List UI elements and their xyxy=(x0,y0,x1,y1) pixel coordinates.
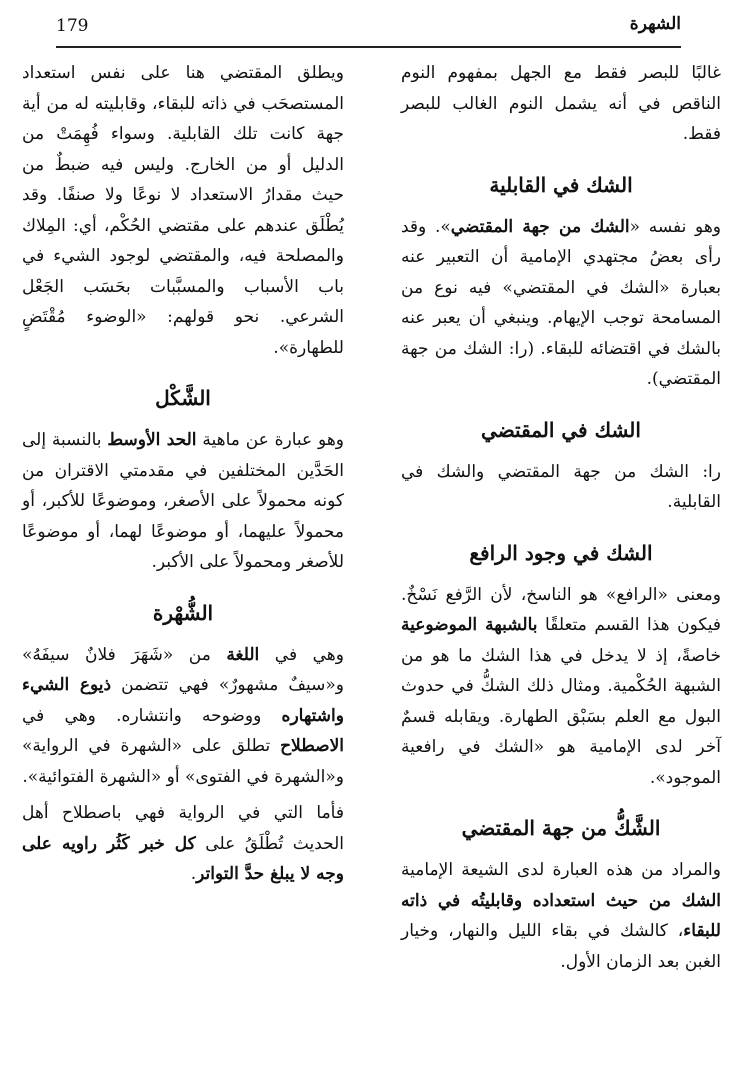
paragraph-shuhra: وهي في اللغة من «شَهَرَ فلانٌ سيفَهُ» و«سيفٌ مشهورٌ» فهي تتضمن ذيوع الشيء واشتهاره ووضوحه وانتشاره. وهي في الاصطلاح تطلق على «الشهرة في الرواية» و«الشهرة في الفتوى» أو «الشهرة الفتوائية». xyxy=(22,644,344,787)
heading-shakk-rafi: الشك في وجود الرافع xyxy=(469,540,653,565)
bold-term: كل خبر كَثُر راويه على وجه لا يبلغ حدَّ التواتر xyxy=(22,833,344,884)
paragraph-riwaya: فأما التي في الرواية فهي باصطلاح أهل الحديث تُطْلَقُ على كل خبر كَثُر راويه على وجه لا يبلغ حدَّ التواتر. xyxy=(22,803,344,884)
heading-shakk-muqtadi: الشك في المقتضي xyxy=(481,417,641,442)
paragraph-jiha: والمراد من هذه العبارة لدى الشيعة الإمامية الشك من حيث استعداده وقابليتُه في ذاته للبقاء، كالشك في بقاء الليل والنهار، وخيار الغبن بعد الزمان الأول. xyxy=(401,860,721,972)
bold-term: الشك من جهة المقتضي xyxy=(450,216,630,237)
page-number: 179 xyxy=(56,16,89,36)
bold-term: الحد الأوسط xyxy=(107,430,197,450)
left-column xyxy=(22,58,344,896)
paragraph-muqtadi: را: الشك من جهة المقتضي والشك في القابلية. xyxy=(401,461,721,512)
paragraph-intro-left: ويطلق المقتضي هنا على نفس استعداد المستصحَب في ذاته للبقاء، وقابليته له من أية جهة كانت تلك القابلية. وسواء فُهِمَتْ من الدليل أو من الخارج. وليس فيه ضبطٌ من حيث مقدارُ الاستعداد لا نوعًا ولا صنفًا. وقد يُطْلَق عندهم على مقتضي الحُكْم، أي: المِلاك والمصلحة فيه، والمقتضي لوجود الشيء في باب الأسباب والمسبَّبات بحَسَب الجَعْل الشرعي. نحو قولهم: «الوضوء مُقْتَضٍ للطهارة». xyxy=(22,63,344,358)
right-column xyxy=(401,58,721,983)
bold-term: ذيوع الشيء واشتهاره xyxy=(22,675,344,726)
heading-shakl: الشَّكْل xyxy=(155,386,211,410)
paragraph-shakl: وهو عبارة عن ماهية الحد الأوسط بالنسبة إلى الحَدَّين المختلفين في مقدمتي الاقتران من كونه محمولاً على الأصغر، وموضوعًا للأكبر، أو محمولاً عليهما، أو موضوعًا لهما، أو موضوعًا للأصغر ومحمولاً على الأكبر. xyxy=(22,430,344,572)
bold-term: اللغة xyxy=(226,644,260,665)
paragraph-rafi: ومعنى «الرافع» هو الناسخ، لأن الرَّفع نَسْخٌ. فيكون هذا القسم متعلقًا بالشبهة الموضوعية خاصةً، إذ لا يدخل في هذا الشك ما هو من الشبهة الحُكْمية. ومثال ذلك الشكُّ في حدوث البول مع العلم بسَبْق الطهارة. ويقابله قسمٌ آخر لدى الإمامية هو «الشك في رافعية الموجود». xyxy=(401,584,722,788)
paragraph-intro-right: غالبًا للبصر فقط مع الجهل بمفهوم النوم الناقص في أنه يشمل النوم الغالب للبصر فقط. xyxy=(401,63,721,144)
bold-term: الاصطلاح xyxy=(280,736,344,756)
bold-term: بالشبهة الموضوعية xyxy=(401,615,538,635)
heading-shakk-jiha: الشَّكُّ من جهة المقتضي xyxy=(461,816,661,840)
heading-shakk-qabiliya: الشك في القابلية xyxy=(489,172,633,197)
page-header xyxy=(56,12,681,48)
paragraph-qabiliya: وهو نفسه «الشك من جهة المقتضي». وقد رأى بعضُ مجتهدي الإمامية أن التعبير عنه بعبارة «الشك في المقتضي» فيه نوع من المسامحة توجب الإيهام. وينبغي أن يعبر عنه بالشك في اقتضائه للبقاء. (را: الشك من جهة المقتضي). xyxy=(401,216,722,389)
heading-shuhra: الشُّهْرة xyxy=(152,600,214,625)
running-title: الشهرة xyxy=(629,14,681,34)
bold-term: الشك من حيث استعداده وقابليتُه في ذاته للبقاء xyxy=(401,890,721,941)
